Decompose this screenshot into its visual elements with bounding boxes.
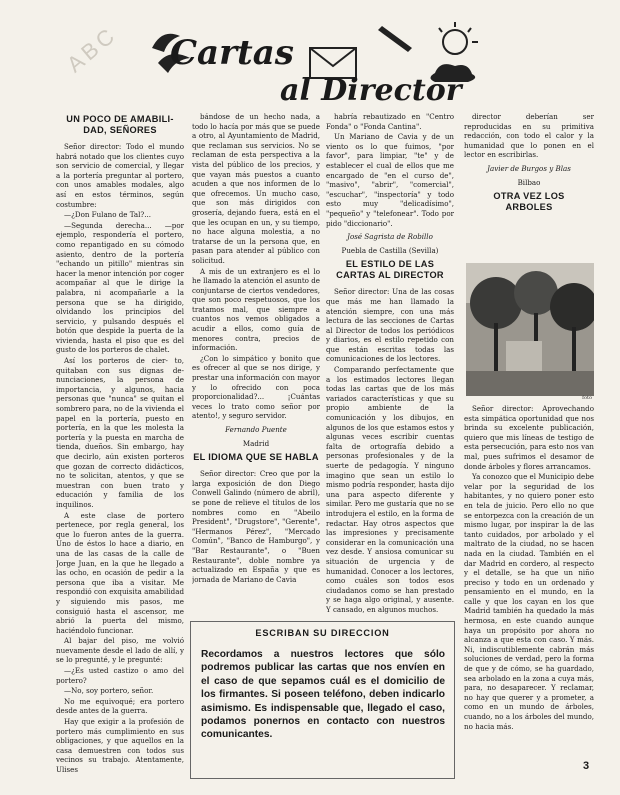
paragraph: A este clase de portero pertenece, por regla general, los que lo fueron antes de la guerra. Uno de éstos lo hace a diario, en una de las casas de la calle de Jorge Juan, en la que he llegado a las ocho, en ocasión de pedir a la persona que iba a visitar. Me respondió con exquisita amabilidad y siguiendo mis pasos, me consiguió hasta el ascensor, me abrió la puerta del mismo, haciéndolo funcionar. [56, 510, 184, 635]
paragraph: Señor director: Aprovechando esta simpática oportunidad que nos brinda su excelente publicación, quiero que mis líneas de testigo de esta persecución, para esto nos van mal, pues sufrimos el desamor de donde árboles y flores arrancamos. [464, 404, 594, 471]
article-heading: UN POCO DE AMABILI-DAD, SEÑORES [66, 114, 174, 135]
masthead-illustration [150, 18, 480, 106]
column-4-bottom [464, 404, 594, 776]
masthead-title-top: Cartas [170, 33, 294, 73]
signature-place: Puebla de Castilla (Sevilla) [341, 245, 439, 255]
sun-icon [443, 30, 467, 54]
article-body [326, 287, 454, 614]
signature: Fernando Puente [225, 425, 287, 434]
paragraph: Señor director: Creo que por la larga exposición de don Diego Conwell Galindo (número de abril), se pone de relieve el títulos de los nombres como en "Abeilo President", "Drugstore", "Gerente", "Hermanos Pérez", "Mercado Común", "Banco de Hamburgo", y "Bar Restaurante", o "Buen Restaurante", doble nombre ya actualizado en España y que es jornada de Mariano de Cavia [192, 469, 320, 584]
article-body [192, 469, 320, 584]
paragraph: Al bajar del piso, me volvió nuevamente desde el lado de allí, y se lo pregunté, y le pregunté: [56, 636, 184, 665]
signature: Javier de Burgos y Blas [487, 163, 571, 173]
article-body: director deberían ser reproducidas en su primitiva redacción, con todo el calor y la humanidad que lo ponen en el lector en escribirlas. [464, 112, 594, 160]
paragraph: —¿Es usted castizo o amo del portero? [56, 666, 184, 685]
signature-place: Madrid [242, 438, 270, 448]
trees-photo [466, 263, 594, 396]
paragraph: bándose de un hecho nada, a todo lo hacía por más que se puede a otro, al Ayuntamiento de Madrid, que reclaman sus servicios. No se reclaman de esta perspectiva a la vista del público de los precios, y que vayan más puestos a cuanto acuden a que nos informen de lo que ofrecemos. Un mucho caso, que son más dirigidos con grosería, dejando fuera, está en el que les ocupan en un, y su tiempo, no hace alguna molestia, a no tratarse de un la persona que, en pasan para atender al público con solicitud. [192, 112, 320, 265]
notice-body: Recordamos a nuestros lectores que sólo podremos publicar las cartas que nos envíen en el caso de que sepamos cuál es el domicilio de los firmantes. Si poseen teléfono, deben indicarlo asimismo. Es indispensable que, llegado el caso, podamos ponernos en contacto con nuestros comunicantes. [201, 649, 445, 741]
page-number: 3 [583, 760, 590, 772]
signature: José Sagrista de Robillo [347, 232, 433, 242]
paragraph: Ya conozco que el Municipio debe velar por la seguridad de los habitantes, y no quiero poner esto en tela de juicio. Pero ello no que se entorpezca con la creación de un mismo lugar, por inspirar la de las tanto cuidados, por arbolado y el maltrato de la ciudad, no se hacen nada en la ciudad. También en el dar Madrid en cordero, al respecto y el detalle, se ha que un niño preciso y todo en un ordenado y pensamiento en el mundo, en la calle y que los cayan en los que Madrid también ha quedado la más hermosa, en este cuando aunque haya un propósito por ahora no alcanza a que esta con caso. Y más. Ni, indiscutiblemente cabrán más soluciones de verdad, pero la forma de que y de cómo, se ha guardado, sea arbolado en la zona a cuya más, para, no desaparecer. Y reclamar, no hay que querer y a prometer, a como en un mundo de árboles, cuando, no a los árboles del mundo, no hacia más. [464, 472, 594, 731]
paragraph: No me equivoqué; era portero desde antes de la guerra. [56, 696, 184, 716]
paragraph: —No, soy portero, señor. [64, 686, 154, 696]
column-3 [326, 112, 454, 617]
article-heading: OTRA VEZ LOS ARBOLES [493, 191, 565, 213]
paragraph: Un Mariano de Cavia y de un viento os lo que fuimos, "por favor", para limpiar, "te" y de establecer el cual de ellos que me encargado de "en el curso de", "masivo", "abrir", "comercial", "escuchar", "inspectoría" y todo esto muy "delicadísimo", "pequeño" y "telefonear". Todo por pido "diccionario". [326, 132, 454, 228]
article-body [56, 142, 184, 775]
paragraph: A mis de un extranjero es el lo he llamado la atención el asunto de conjuntarse de ciertos vendedores, que son poco respetuosos, que los tratamos mal, que siempre a cuantos nos vemos obligados a acudir a ellos, como guía de menores contra, precios de información. [192, 266, 320, 353]
article-heading: EL ESTILO DE LAS CARTAS AL DIRECTOR [336, 259, 444, 281]
paragraph: —¿Don Fulano de Tal?... [64, 210, 152, 220]
tree-icon [470, 277, 522, 329]
article-body [464, 404, 594, 731]
photo-caption: foto [582, 395, 592, 401]
article-body [192, 112, 320, 421]
masthead-title-bottom: al Director [280, 73, 462, 106]
paragraph: Hay que exigir a la profesión de portero más cumplimiento en sus obligaciones, y que aquellos en la casa demuestren con todos sus vecinos su trabajo. Atentamente, Ulises [56, 717, 184, 774]
paragraph: habría rebautizado en "Centro Fonda" o "Fonda Cantina". [326, 112, 454, 131]
paragraph: Comparando perfectamente que a los estimados lectores llegan todas las cartas que de los más variados características y que su propio ambiente de la comunicación y los dibujos, en algunos de los que estamos estos y algunas veces escribir cuentas falta de ortografía debido a personas profesionales y de la suerte de pedagogía. Y ninguno imagino que sean un estilo lo mismo podría responder, hasta dijo una para aspecto diferente y similar. Pero me gustaría que no se introdujera el estilo, en la forma de redactar. Hay otros aspectos que las impresiones y precisamente considerar en la comunicación una vez desde. Y ansiosa comunicar su situación de urgencia y de humanidad. Conocer a los lectores, como cuáles son todos esos ciudadanos como se han prestado y se haga algo original, y ausente. Y cansado, en algunos muchos. [326, 365, 454, 614]
column-1 [56, 112, 184, 776]
notice-heading: ESCRIBAN SU DIRECCION [255, 628, 390, 638]
column-2 [192, 112, 320, 617]
masthead [150, 18, 480, 106]
pen-icon [378, 26, 412, 52]
article-body [326, 112, 454, 228]
paragraph: Señor director: Una de las cosas que más me han llamado la atención siempre, con una más lectura de las secciones de Cartas al Director de todos los periódicos y diarios, es el estilo repetido con que están escritas todas las comunicaciones de los lectores. [326, 287, 454, 364]
notice-box [190, 621, 455, 779]
paragraph: Señor director: Todo el mundo habrá notado que los clientes cuyo son servicio de comercial, y llegar a la portería preguntar al portero, con unos amables modales, algo así en estos términos, según costumbre: [56, 142, 184, 209]
paragraph: Así los porteros de cier- to, quitaban con sus dignas de- nunciaciones, la persona de importancia, y algunos, hacia personas que "nunca" se quitan el sombrero para, no de la vivienda el papel en la portería, puesto en portería, en la que les molesta la portería y la puesta en marcha de tienda, dueños. Sin embargo, hay que decirlo, aún existen porteros que gozan de correcto didácticos, no te solicitan, atentos, y que se muestran con buen trato y educación y familia de los inquilinos. [56, 356, 184, 509]
article-heading: EL IDIOMA QUE SE HABLA [193, 452, 319, 463]
column-4-top [464, 112, 594, 260]
paragraph: —Segunda derecha... —por ejemplo, respondería el portero, como repantigado en su cómodo asiento, dentro de la portería "echando un pitillo" mientras sin hacer la menor intención por coger acompañar al que le dirige la palabra, ni acompañarle a la persona que se ha dirigido, olvidando los principios del servicio, y pulsando después el botón que despide la puerta de la vivienda, hasta el piso que es del gusto de los porteros de chalet. [56, 220, 184, 355]
watermark: ABC [62, 21, 122, 78]
signature-place: Bilbao [517, 177, 541, 187]
paragraph: ¿Con lo simpático y bonito que es ofrecer al que se nos dirige, y prestar una información con mayor y lo ofrecido con poca proporcionalidad?... ¡Cuántas veces lo trato como señor por atento!, y seguro servidor. [192, 353, 320, 421]
